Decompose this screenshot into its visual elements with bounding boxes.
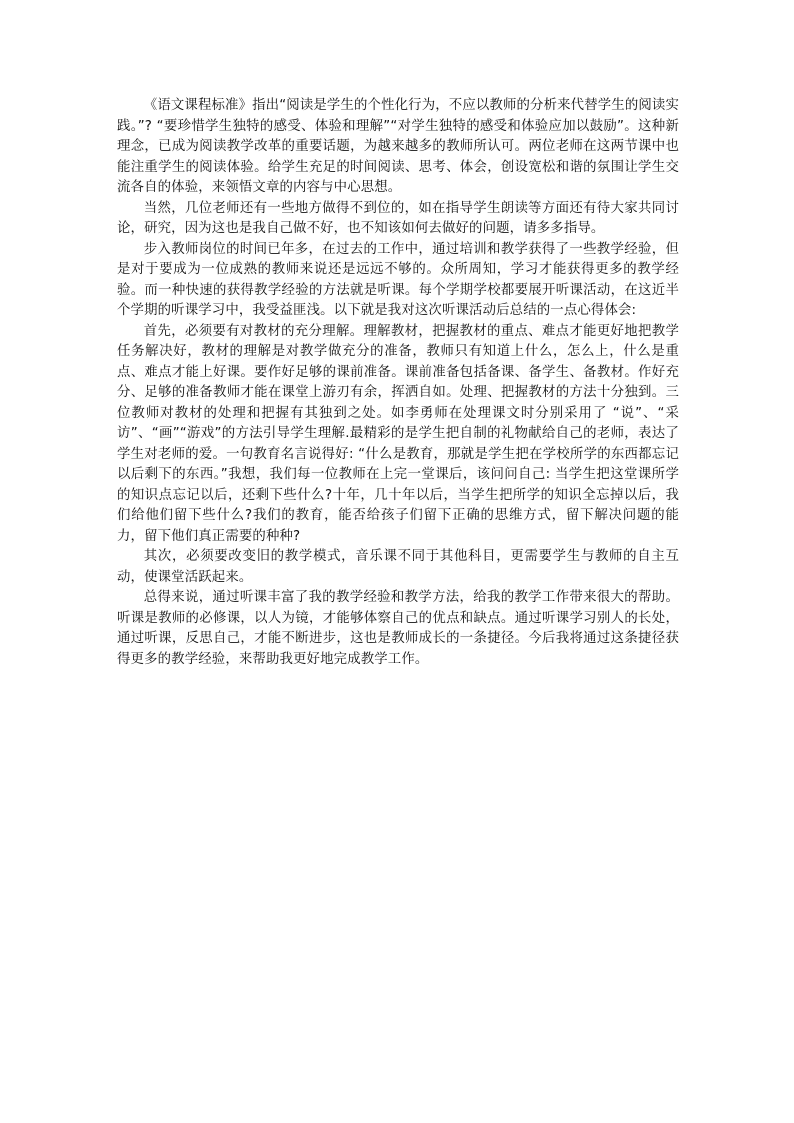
paragraph-second-point: 其次，必须要改变旧的教学模式，音乐课不同于其他科目，更需要学生与教师的自主互动，使课堂活跃起来。 [117,549,679,585]
paragraph-introduction: 步入教师岗位的时间已年多，在过去的工作中，通过培训和教学获得了一些教学经验，但是对于要成为一位成熟的教师来说还是远远不够的。众所周知，学习才能获得更多的教学经验。而一种快速的获得教学经验的方法就是听课。每个学期学校都要展开听课活动，在这近半个学期的听课学习中，我受益匪浅。以下就是我对这次听课活动后总结的一点心得体会: [117,241,679,318]
paragraph-shortcomings: 当然，几位老师还有一些地方做得不到位的，如在指导学生朗读等方面还有待大家共同讨论，研究，因为这也是我自己做不好，也不知该如何去做好的问题，请多多指导。 [117,200,679,236]
document-body [117,96,679,670]
paragraph-conclusion: 总得来说，通过听课丰富了我的教学经验和教学方法，给我的教学工作带来很大的帮助。听课是教师的必修课，以人为镜，才能够体察自己的优点和缺点。通过听课学习别人的长处，通过听课，反思自己，才能不断进步，这也是教师成长的一条捷径。今后我将通过这条捷径获得更多的教学经验，来帮助我更好地完成教学工作。 [117,590,679,667]
paragraph-curriculum-standard: 《语文课程标准》指出“阅读是学生的个性化行为，不应以教师的分析来代替学生的阅读实践。”? “要珍惜学生独特的感受、体验和理解”“对学生独特的感受和体验应加以鼓励”。这种新理念，已成为阅读教学改革的重要话题，为越来越多的教师所认可。两位老师在这两节课中也能注重学生的阅读体验。给学生充足的时间阅读、思考、体会，创设宽松和谐的氛围让学生交流各自的体验，来领悟文章的内容与中心思想。 [117,98,679,195]
paragraph-first-point: 首先，必须要有对教材的充分理解。理解教材，把握教材的重点、难点才能更好地把教学任务解决好，教材的理解是对教学做充分的准备，教师只有知道上什么，怎么上，什么是重点、难点才能上好课。要作好足够的课前准备。课前准备包括备课、备学生、备教材。作好充分、足够的准备教师才能在课堂上游刃有余，挥洒自如。处理、把握教材的方法十分独到。三位教师对教材的处理和把握有其独到之处。如李勇师在处理课文时分别采用了 “说”、“采访”、“画”“游戏”的方法引导学生理解.最精彩的是学生把自制的礼物献给自己的老师，表达了学生对老师的爱。一句教育名言说得好: “什么是教育，那就是学生把在学校所学的东西都忘记以后剩下的东西。”我想，我们每一位教师在上完一堂课后，该问问自己: 当学生把这堂课所学的知识点忘记以后，还剩下些什么?十年，几十年以后，当学生把所学的知识全忘掉以后，我们给他们留下些什么?我们的教育，能否给孩子们留下正确的思维方式，留下解决问题的能力，留下他们真正需要的种种? [117,323,679,544]
